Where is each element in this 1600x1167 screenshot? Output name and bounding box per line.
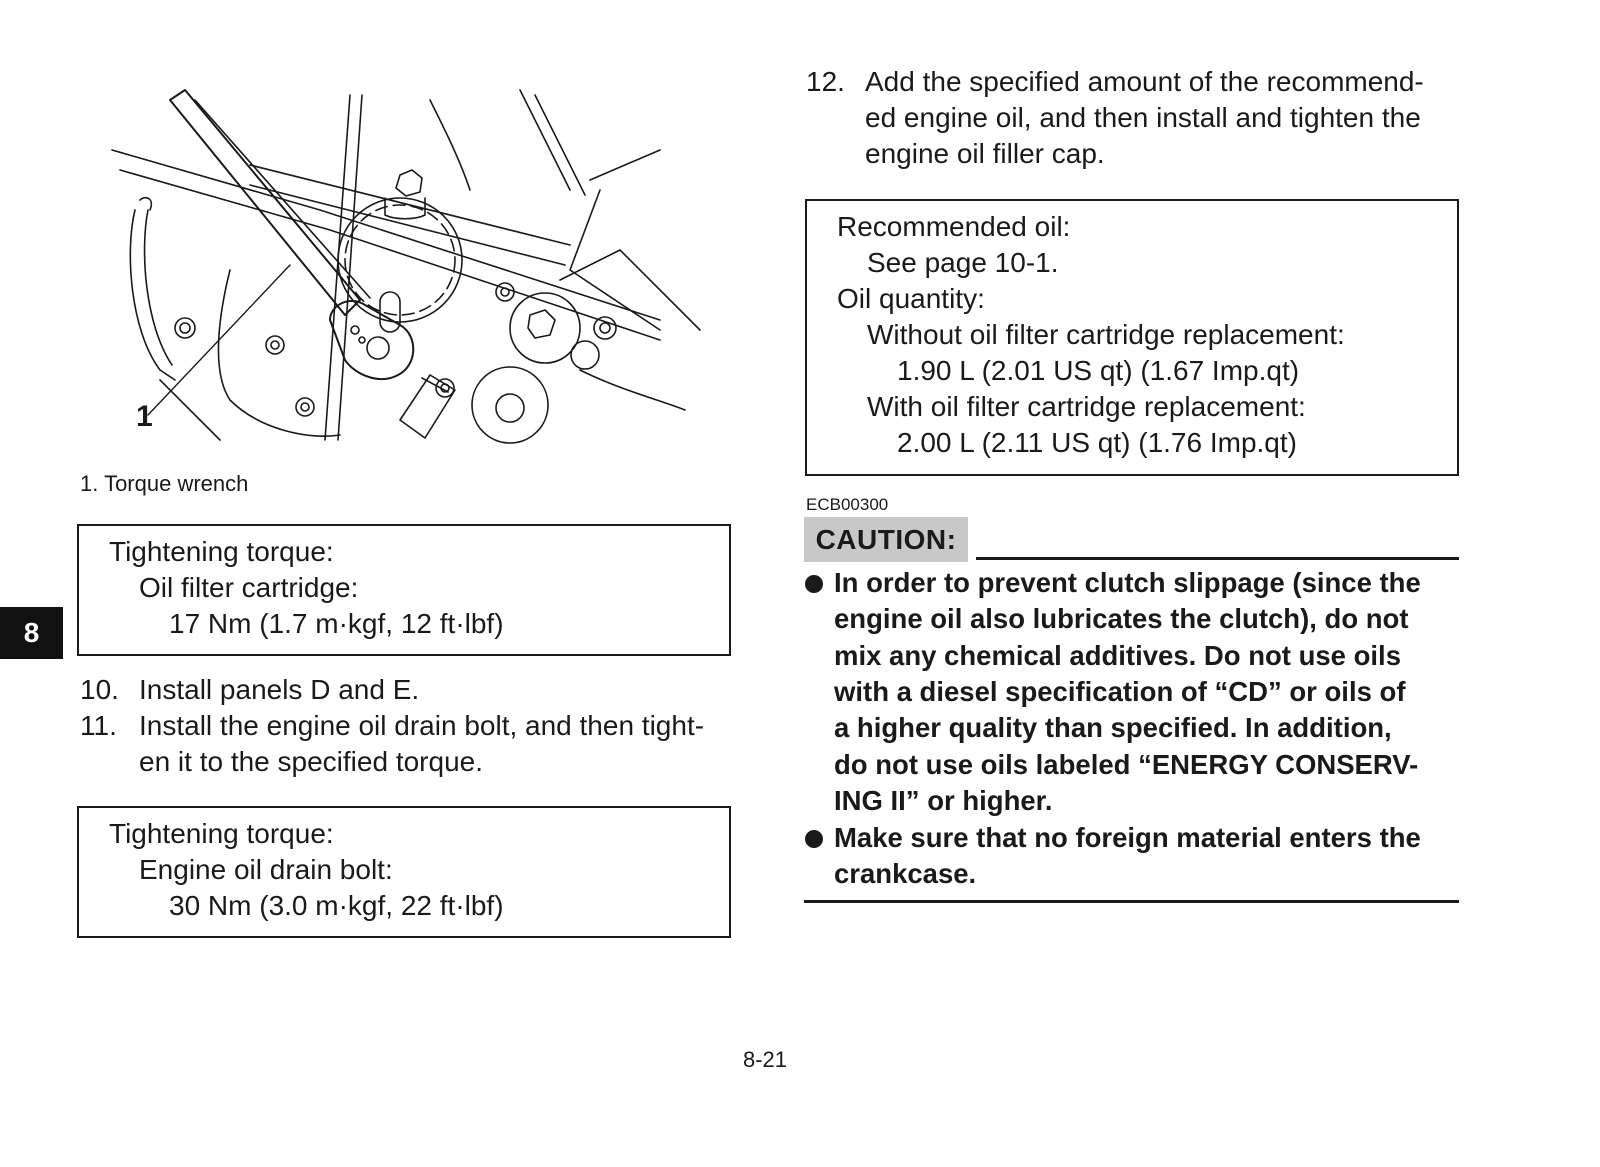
caution-label: CAUTION: [804,517,968,562]
step-10 [80,672,740,708]
caution-code: ECB00300 [806,495,889,514]
caution-bullet-clutch [805,565,1465,819]
step-text-line: Install the engine oil drain bolt, and then tight- [139,710,705,741]
chapter-tab: 8 [0,607,63,659]
bullet-line: In order to prevent clutch slippage (since the [834,567,1421,598]
bullet-line: with a diesel specification of “CD” or oils of [834,675,1406,707]
with-filter-value: 2.00 L (2.11 US qt) (1.76 Imp.qt) [897,427,1297,458]
torque-wrench-illustration [100,70,740,470]
figure-callout-number: 1 [136,400,153,433]
step-11 [80,708,740,780]
bullet-line: mix any chemical additives. Do not use oils [834,639,1401,671]
oil-heading: Recommended oil: [837,211,1071,242]
caution-rule-top [976,557,1459,560]
torque-spec-box-drain-bolt [77,806,731,938]
oil-quantity-heading: Oil quantity: [837,283,985,314]
bullet-dot-icon [805,830,823,848]
caution-rule-bottom [804,900,1459,903]
bullet-line: crankcase. [834,858,977,890]
step-number: 12. [806,66,845,97]
torque-spec-box-oil-filter [77,524,731,656]
figure-caption: 1. Torque wrench [80,471,249,496]
page-number: 8-21 [743,1047,788,1072]
bullet-line: ING II” or higher. [834,784,1053,816]
caution-bullet-foreign-material [805,820,1465,893]
bullet-dot-icon [805,575,823,593]
step-12 [806,64,1466,172]
spec-item: Oil filter cartridge: [139,572,359,603]
step-text-line: Add the specified amount of the recommend- [865,66,1424,97]
step-number: 10. [80,674,119,705]
bullet-line: do not use oils labeled “ENERGY CONSERV- [834,748,1419,780]
step-number: 11. [80,710,117,741]
without-filter-value: 1.90 L (2.01 US qt) (1.67 Imp.qt) [897,355,1300,386]
spec-value: 17 Nm (1.7 m·kgf, 12 ft·lbf) [169,608,504,639]
spec-heading: Tightening torque: [109,536,334,567]
bullet-line: a higher quality than specified. In addition, [834,712,1392,744]
spec-item: Engine oil drain bolt: [139,854,393,885]
step-text-line: engine oil filler cap. [865,138,1105,169]
bullet-line: engine oil also lubricates the clutch), do not [834,603,1409,635]
oil-page-reference: See page 10-1. [867,247,1059,278]
spec-heading: Tightening torque: [109,818,334,849]
with-filter-label: With oil filter cartridge replacement: [867,391,1306,422]
step-text: Install panels D and E. [139,674,420,705]
spec-value: 30 Nm (3.0 m·kgf, 22 ft·lbf) [169,890,504,921]
step-text-line: ed engine oil, and then install and tighten the [865,102,1421,133]
step-text-line: en it to the specified torque. [139,746,483,777]
bullet-line: Make sure that no foreign material enters the [834,822,1421,853]
oil-spec-box [805,199,1459,476]
without-filter-label: Without oil filter cartridge replacement: [867,319,1345,350]
